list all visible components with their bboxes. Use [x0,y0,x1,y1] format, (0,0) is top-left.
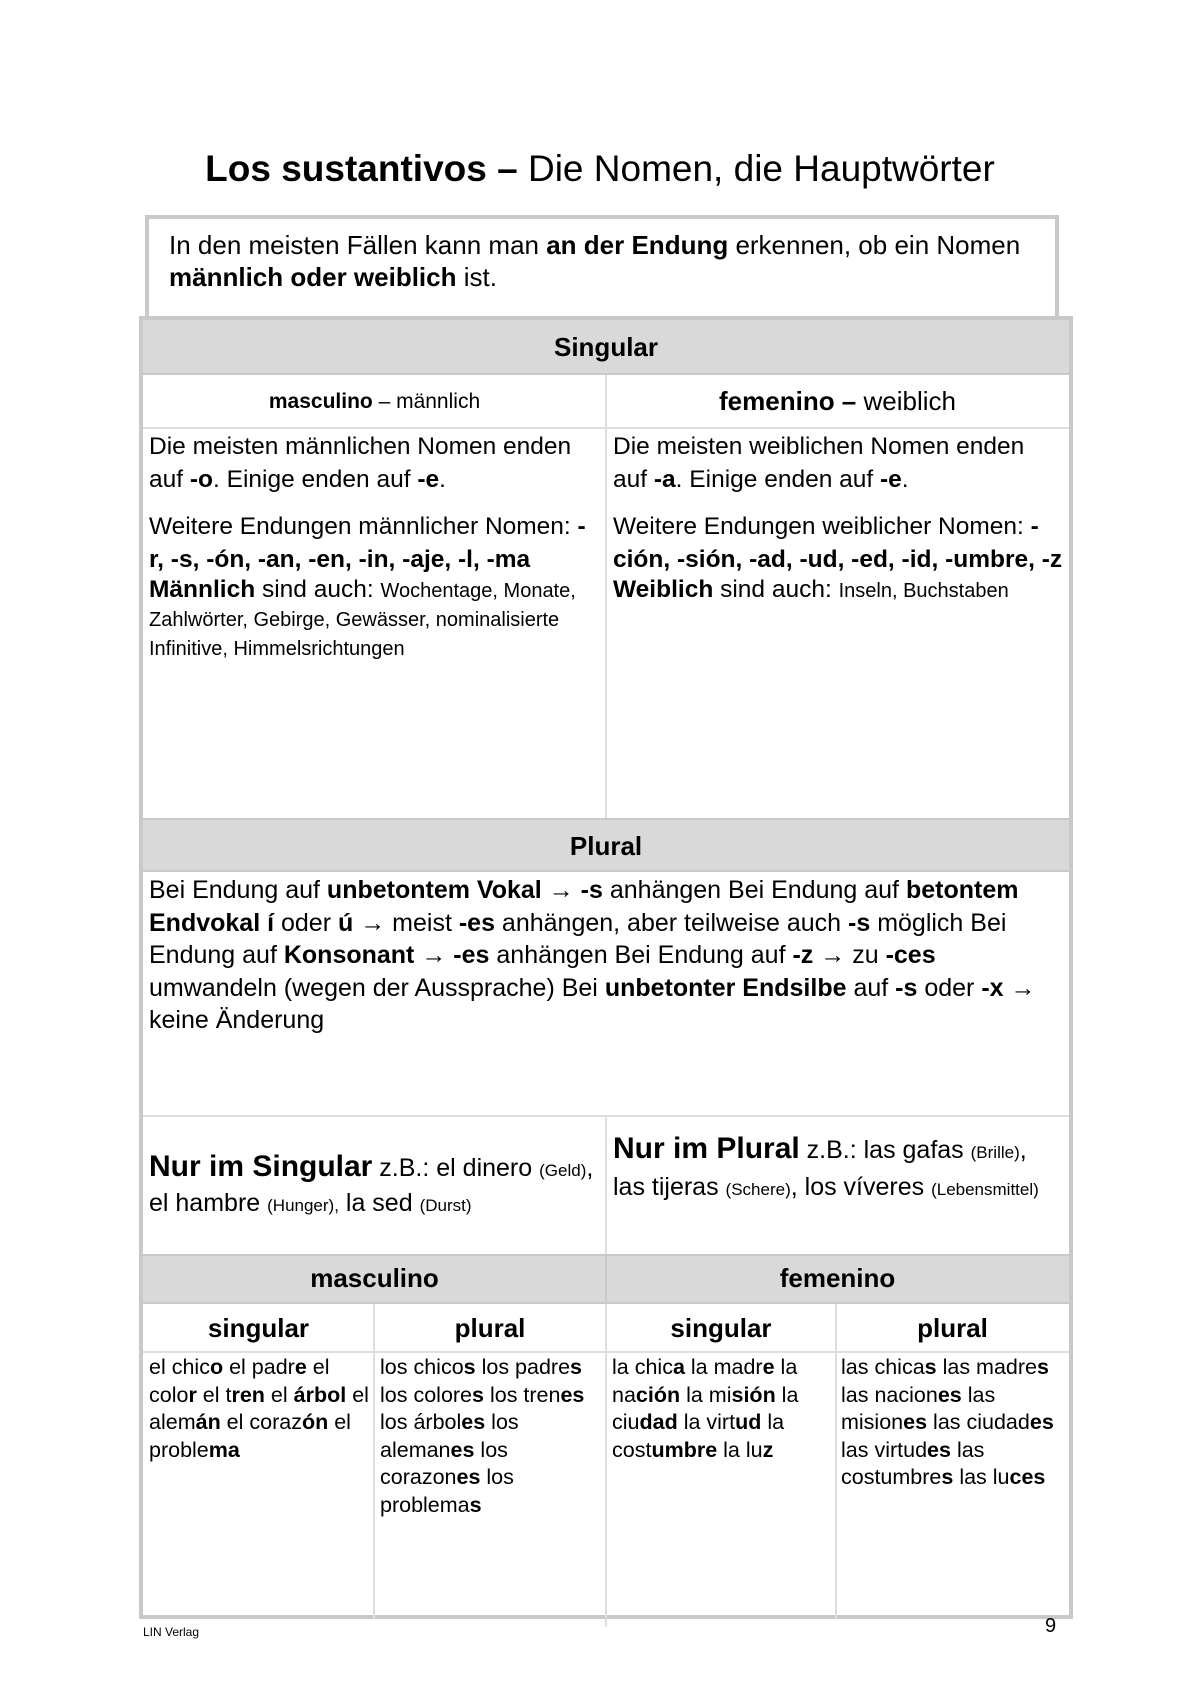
word-ending: a [672,1355,685,1379]
masc-paragraph-3 [149,576,594,663]
text-small: Wochentage, Monate, Zahlwörter, Gebirge, Gewässer, nominalisierte Infinitive, Himmelsrichtungen [149,580,576,660]
divider [373,1304,375,1619]
word-ending: s [941,1465,954,1489]
word-text: los tren [483,1382,561,1407]
word-text: las mision [841,1382,996,1434]
intro-text: erkennen, ob ein Nomen [728,230,1021,260]
intro-bold: an der Endung [546,230,729,260]
text: oder [274,908,338,937]
text-bold: betontem Endvokal í [149,876,1019,937]
divider [835,1304,837,1619]
gloss: (Hunger), [267,1196,339,1215]
intro-text: ist. [456,262,497,292]
word-text: los corazon [380,1437,508,1489]
word-text: los padre [475,1355,571,1379]
arrow: → [414,941,454,969]
text-bold: unbetonter Endsilbe [604,973,847,1002]
fem-header [606,1254,1069,1304]
example-word: las tijeras [613,1173,719,1201]
gloss: (Geld) [539,1161,587,1180]
text-bold: Konsonant [283,941,415,969]
arrow: → [541,876,581,904]
example-word: el hambre [149,1189,261,1217]
ending: -e [880,465,902,493]
word-ending: o [209,1355,224,1379]
ending: -s [895,973,918,1002]
ending: -ces [885,941,936,969]
word-text: las costumbre [841,1437,985,1489]
publisher: LIN Verlag [143,1625,200,1639]
title-bold: Los sustantivos – [205,148,518,189]
fem-header-label: femenino [779,1263,896,1293]
word-ending: ón [301,1410,329,1434]
word-ending: sión [731,1382,776,1407]
grammar-table [139,316,1073,1619]
text: z.B.: [372,1154,437,1182]
ending: -s [848,908,871,937]
word-text: los colore [380,1382,473,1407]
ending: -z [792,941,814,969]
text: Die meisten männlichen Nomen enden auf [149,433,572,493]
text: → keine Änderung [149,973,1036,1034]
word-ending: es [1029,1410,1054,1434]
text-bold: Männlich [149,576,256,603]
example-word: el dinero [436,1154,533,1182]
text: sind auch: [713,576,839,603]
word-text: la cost [612,1410,785,1462]
word-text: el chic [149,1355,210,1379]
fem-paragraph-3 [613,576,1063,605]
word-text: la madr [684,1355,763,1379]
word-ending: árbol [293,1382,347,1407]
masc-paragraph-2 [149,511,594,576]
word-text: los problema [380,1465,514,1517]
ending: -a [653,465,676,493]
plural-header-label: Plural [569,831,643,861]
word-text: las virtud [841,1437,928,1462]
page-number: 9 [1045,1615,1057,1637]
plural-header [143,818,1069,872]
ending: -s [580,876,603,904]
divider [605,1115,607,1627]
masc-header-label: masculino [310,1263,439,1293]
col-label: plural [454,1313,526,1343]
masc-header [143,1254,606,1304]
text: . Einige enden auf [213,465,418,493]
word-ending: s [463,1355,476,1379]
text: auf [846,973,896,1002]
intro-box [145,215,1059,319]
word-text: las chica [841,1355,925,1379]
word-ending: án [195,1410,221,1434]
word-ending: r [188,1382,197,1407]
text: anhängen, aber teilweise auch [494,908,849,937]
col-label: singular [207,1313,310,1343]
examples-fem-singular [612,1354,834,1464]
divider [143,1351,1069,1353]
divider [605,375,607,818]
examples-masc-singular [149,1354,371,1464]
fem-content [613,431,1063,605]
word-ending: ren [231,1382,265,1407]
masc-paragraph-1 [149,431,594,496]
col-label: singular [670,1313,772,1343]
text: Weitere Endungen männlicher Nomen: [149,513,578,540]
fem-subheader [606,375,1069,428]
word-text: el [264,1382,294,1407]
text: → zu [813,941,886,969]
ending-list: -r, -s, -ón, -an, -en, -in, -aje, -l, -ma [149,513,586,573]
singular-header [143,320,1069,375]
fem-paragraph-2 [613,511,1063,576]
masc-head-rest: – männlich [372,390,481,413]
intro-text: In den meisten Fällen kann man [169,230,547,260]
word-text: los árbol [380,1410,462,1434]
word-text: el padr [223,1355,295,1379]
word-ending: dad [639,1410,678,1434]
word-ending: es [450,1437,475,1462]
text: umwandeln (wegen der Aussprache) Bei [149,973,605,1002]
word-text: las nacion [841,1382,938,1407]
ending: -es [453,941,490,969]
title-rest: Die Nomen, die Hauptwörter [517,148,995,189]
word-text: los chico [380,1355,464,1379]
col-header-masc-plural [374,1304,606,1352]
word-ending: ud [735,1410,762,1434]
plural-rules [149,874,1064,1037]
word-ending: es [903,1410,928,1434]
word-text: las ciudad [927,1410,1030,1434]
word-ending: umbre [651,1437,718,1462]
text: . [439,465,446,493]
gloss: (Schere) [725,1180,791,1199]
word-ending: ces [1009,1465,1046,1489]
examples-fem-plural [841,1354,1063,1492]
word-ending: z [762,1437,774,1462]
col-header-fem-singular [606,1304,836,1352]
fem-head-rest: weiblich [856,386,956,416]
word-text: las madre [936,1355,1037,1379]
col-header-masc-singular [143,1304,374,1352]
word-ending: es [927,1437,951,1462]
fem-head-bold: femenino – [719,386,857,416]
example-word: la sed [345,1189,413,1217]
divider [605,1254,607,1304]
word-ending: s [1037,1355,1049,1379]
word-ending: s [469,1492,482,1517]
text: anhängen Bei Endung auf [602,876,906,904]
word-ending: ma [208,1437,240,1462]
text: oder [917,973,982,1002]
text: Bei Endung auf [149,876,327,904]
word-ending: es [461,1410,486,1434]
fem-paragraph-1 [613,431,1063,496]
masc-head-bold: masculino [268,390,373,413]
word-text: la virt [677,1410,736,1434]
text: → meist [353,908,459,937]
text: Weitere Endungen weiblicher Nomen: [613,513,1031,540]
only-singular-label: Nur im Singular [149,1150,373,1183]
text: sind auch: [255,576,381,603]
col-label: plural [917,1313,988,1343]
singular-header-label: Singular [553,332,658,362]
word-ending: es [937,1382,962,1407]
example-word: los víveres [804,1173,925,1201]
masc-content [149,431,594,663]
word-ending: ción [635,1382,681,1407]
text: anhängen Bei Endung auf [489,941,793,969]
text-bold: Weiblich [613,576,714,603]
examples-masc-plural [380,1354,602,1519]
text: Die meisten weiblichen Nomen enden auf [613,433,1025,493]
word-ending: s [924,1355,937,1379]
ending: -es [458,908,495,937]
example-word: las gafas [863,1136,964,1164]
word-ending: e [294,1355,307,1379]
word-text: la lu [717,1437,763,1462]
word-text: el t [196,1382,232,1407]
word-text: la ciu [612,1382,799,1434]
word-ending: e [762,1355,775,1379]
word-text: el coraz [220,1410,302,1434]
word-text: las lu [953,1465,1010,1489]
ending-list: -ción, -sión, -ad, -ud, -ed, -id, -umbre, -z [613,513,1063,573]
word-text: el alem [149,1382,369,1434]
text: . Einige enden auf [675,465,880,493]
word-ending: es [560,1382,585,1407]
word-ending: s [570,1355,583,1379]
ending: -o [189,465,213,493]
col-header-fem-plural [836,1304,1069,1352]
text-small: Inseln, Buchstaben [838,580,1009,602]
word-text: la na [612,1355,798,1407]
only-plural-label: Nur im Plural [613,1132,800,1165]
word-text: el colo [149,1355,330,1407]
word-text: la chic [612,1355,673,1379]
word-ending: s [472,1382,484,1407]
ending: -x [981,973,1004,1002]
word-text: los aleman [380,1410,519,1462]
intro-bold: männlich oder weiblich [169,262,457,292]
gloss: (Lebensmittel) [931,1180,1039,1199]
only-plural-cell: Nur im Plural z.B.: las gafas (Brille), las tijeras (Schere), los víveres (Lebensmittel) [613,1132,1039,1201]
text: . [901,465,909,493]
masc-subheader [143,375,606,428]
page-title [0,145,1200,193]
text-bold: unbetontem Vokal [326,876,542,904]
gloss: (Durst) [419,1196,472,1215]
gloss: (Brille) [970,1143,1020,1162]
text: möglich Bei Endung auf [149,908,1007,969]
word-text: la mi [680,1382,732,1407]
only-singular-cell: Nur im Singular z.B.: el dinero (Geld), el hambre (Hunger), la sed (Durst) [149,1150,594,1217]
text-bold: ú [337,908,354,937]
ending: -e [417,465,440,493]
text: z.B.: [799,1136,864,1164]
word-text: el proble [149,1410,351,1462]
word-ending: es [456,1465,481,1489]
